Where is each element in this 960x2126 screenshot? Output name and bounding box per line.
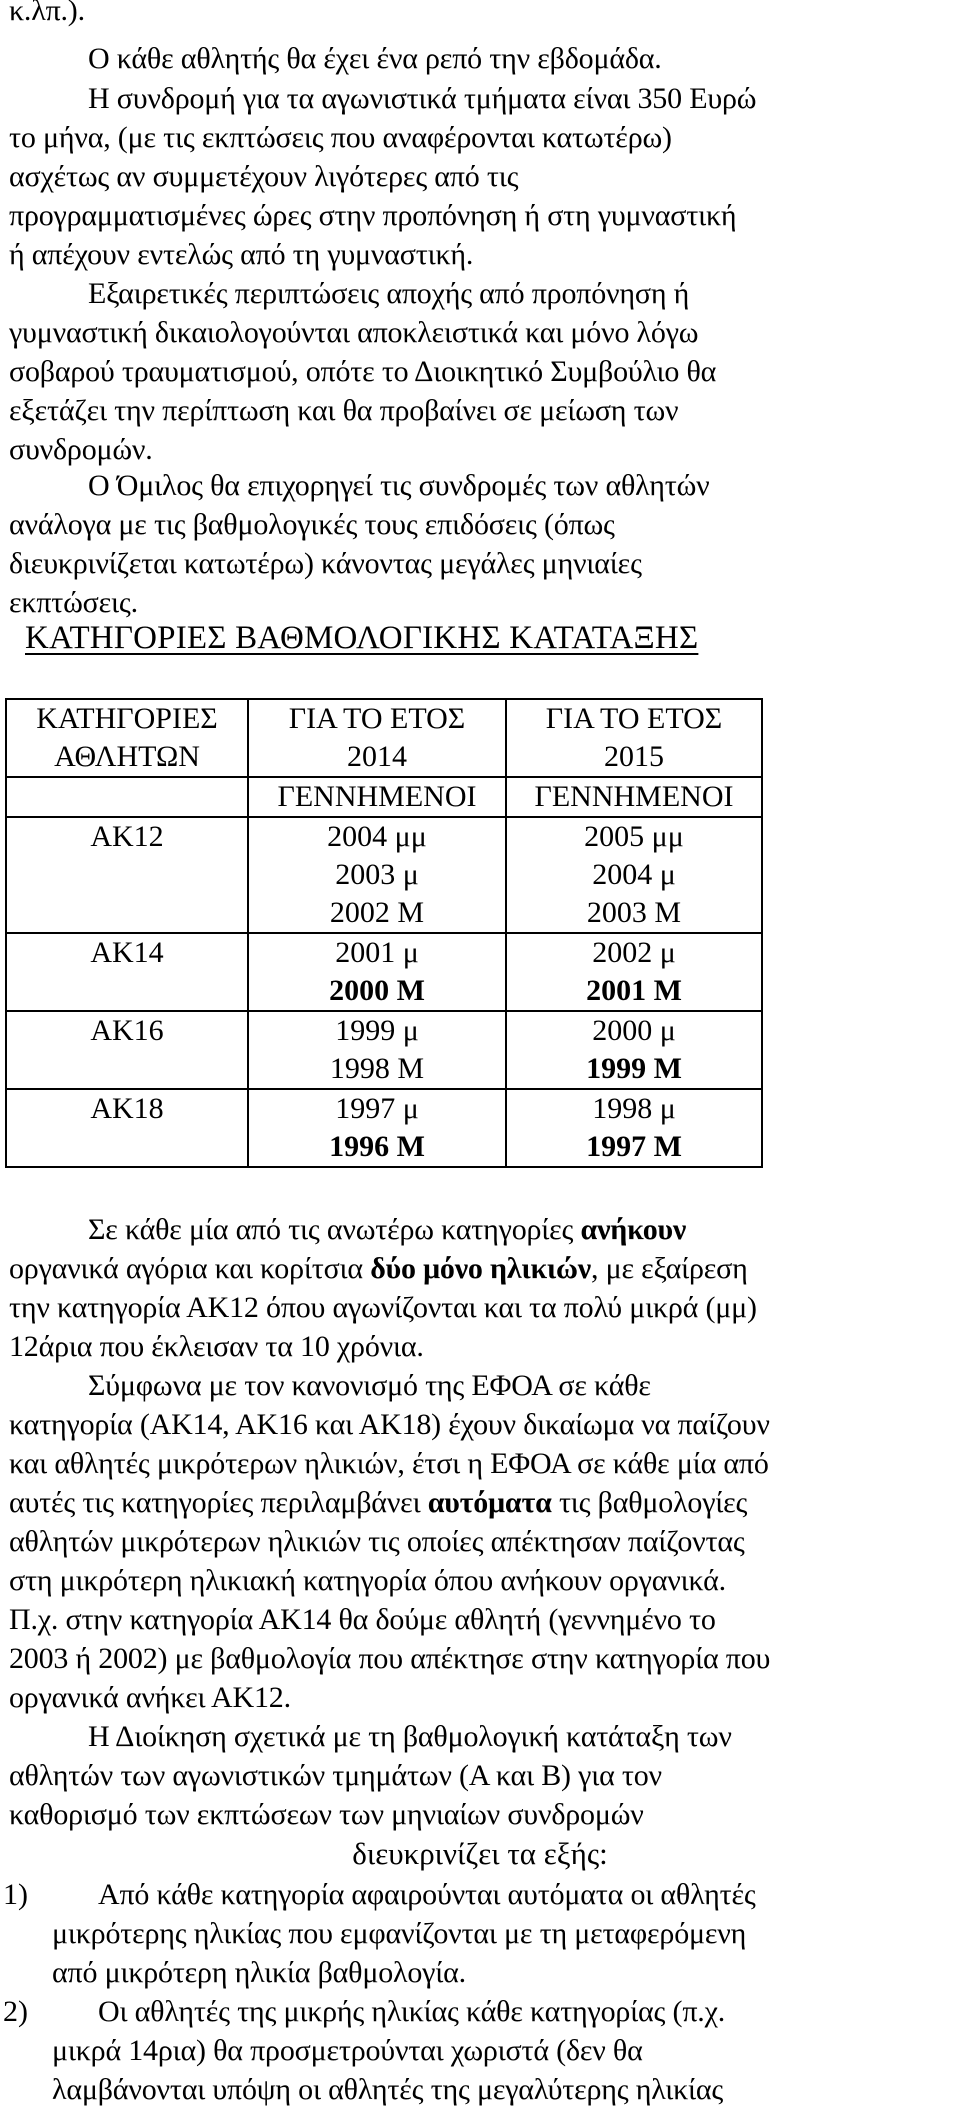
birth-year-entry: 1998 Μ [329,1052,425,1085]
paragraph-line: Σύμφωνα με τον κανονισμό της ΕΦΟΑ σε κάθε [88,1369,651,1402]
intro-line: εκπτώσεις. [9,586,138,619]
header-text: 2015 [604,740,664,773]
table-row [6,817,762,933]
header-categories-cell [6,699,248,777]
birth-year-entry: 2001 Μ [586,974,682,1007]
list-number: 1) [3,1878,28,1911]
category-label: ΑΚ18 [90,1092,164,1125]
birth-year-entry: 1997 Μ [586,1130,682,1163]
category-cell [6,817,248,933]
paragraph-line [88,1211,686,1249]
empty-cell [6,777,248,817]
intro-line: Η συνδρομή για τα αγωνιστικά τμήματα είναι 350 Ευρώ [88,82,757,115]
clarifications-subheading: διευκρινίζει τα εξής: [352,1836,608,1871]
birth-year-entry: 1996 Μ [329,1130,425,1163]
born-label: ΓΕΝΝΗΜΕΝΟΙ [277,780,477,813]
text-run: τις βαθμολογίες [551,1486,748,1519]
intro-line: Ο κάθε αθλητής θα έχει ένα ρεπό την εβδομάδα. [88,42,662,75]
born-label: ΓΕΝΝΗΜΕΝΟΙ [534,780,734,813]
birth-year-entry: 2000 μ [592,1014,676,1047]
paragraph-line: αθλητών μικρότερων ηλικιών τις οποίες απέκτησαν παίζοντας [9,1525,745,1558]
birth-years-2015-cell [506,933,762,1011]
birth-year-entry: 2002 μ [592,936,676,969]
paragraph-line [9,1484,747,1522]
intro-line: Εξαιρετικές περιπτώσεις αποχής από προπόνηση ή [88,277,690,310]
table-body [6,817,762,1167]
list-item-line: από μικρότερη ηλικία βαθμολογία. [52,1956,466,1989]
paragraph-line: καθορισμό των εκπτώσεων των μηνιαίων συνδρομών [9,1798,644,1831]
category-cell [6,1011,248,1089]
paragraph-line: Η Διοίκηση σχετικά με τη βαθμολογική κατάταξη των [88,1720,732,1753]
list-item-line: λαμβάνονται υπόψη οι αθλητές της μεγαλύτερης ηλικίας [52,2073,724,2106]
intro-line: κ.λπ.). [9,0,85,27]
header-text: ΓΙΑ ΤΟ ΕΤΟΣ [545,702,723,735]
header-2015-cell [506,699,762,777]
birth-years-2014-cell [248,1011,506,1089]
list-number: 2) [3,1995,28,2028]
intro-line: διευκρινίζεται κατωτέρω) κάνοντας μεγάλες μηνιαίες [9,547,642,580]
intro-line: προγραμματισμένες ώρες στην προπόνηση ή στη γυμναστική [9,199,737,232]
intro-line: σοβαρού τραυματισμού, οπότε το Διοικητικό Συμβούλιο θα [9,355,717,388]
paragraph-line: 2003 ή 2002) με βαθμολογία που απέκτησε στην κατηγορία που [9,1642,771,1675]
list-item-line: μικρά 14ρια) θα προσμετρούνται χωριστά (δεν θα [52,2034,643,2067]
header-2014-cell [248,699,506,777]
header-text: 2014 [347,740,407,773]
birth-years-2015-cell [506,1011,762,1089]
intro-line: γυμναστική δικαιολογούνται αποκλειστικά και μόνο λόγω [9,316,699,349]
born-label-cell [248,777,506,817]
table-born-row [6,777,762,817]
header-text: ΓΙΑ ΤΟ ΕΤΟΣ [288,702,466,735]
paragraph-line [9,1250,748,1288]
birth-year-entry: 1999 Μ [586,1052,682,1085]
intro-line: εξετάζει την περίπτωση και θα προβαίνει σε μείωση των [9,394,679,427]
paragraph-line: την κατηγορία ΑΚ12 όπου αγωνίζονται και τα πολύ μικρά (μμ) [9,1291,757,1324]
header-text: ΚΑΤΗΓΟΡΙΕΣ [36,702,218,735]
table-header-row [6,699,762,777]
paragraph-line: οργανικά ανήκει ΑΚ12. [9,1681,291,1714]
birth-year-entry: 1998 μ [592,1092,676,1125]
category-label: ΑΚ12 [90,820,164,853]
paragraph-line: Π.χ. στην κατηγορία ΑΚ14 θα δούμε αθλητή (γεννημένο το [9,1603,716,1636]
birth-year-entry: 2005 μμ [584,820,684,853]
category-cell [6,933,248,1011]
header-text: ΑΘΛΗΤΩΝ [54,740,200,773]
list-item-line: Από κάθε κατηγορία αφαιρούνται αυτόματα οι αθλητές [98,1878,756,1911]
category-cell [6,1089,248,1167]
text-run: αυτές τις κατηγορίες περιλαμβάνει [9,1486,428,1519]
category-label: ΑΚ16 [90,1014,164,1047]
birth-year-entry: 1997 μ [335,1092,419,1125]
intro-line: ανάλογα με τις βαθμολογικές τους επιδόσεις (όπως [9,508,615,541]
birth-year-entry: 2002 Μ [329,896,425,929]
birth-year-entry: 2004 μμ [327,820,427,853]
paragraph-line: κατηγορία (ΑΚ14, ΑΚ16 και ΑΚ18) έχουν δικαίωμα να παίζουν [9,1408,770,1441]
paragraph-line: 12άρια που έκλεισαν τα 10 χρόνια. [9,1330,424,1363]
birth-years-2014-cell [248,817,506,933]
table-row [6,1089,762,1167]
birth-years-2015-cell [506,1089,762,1167]
paragraph-line: και αθλητές μικρότερων ηλικιών, έτσι η ΕΦΟΑ σε κάθε μία από [9,1447,769,1480]
emphasis-text: αυτόματα [427,1486,552,1519]
birth-years-2014-cell [248,1089,506,1167]
intro-line: ή απέχουν εντελώς από τη γυμναστική. [9,238,474,271]
birth-year-entry: 2001 μ [335,936,419,969]
birth-year-entry: 1999 μ [335,1014,419,1047]
birth-year-entry: 2000 Μ [329,974,425,1007]
born-label-cell [506,777,762,817]
list-item-line: μικρότερης ηλικίας που εμφανίζονται με τη μεταφερόμενη [52,1917,747,1950]
intro-line: συνδρομών. [9,433,153,466]
paragraph-line: αθλητών των αγωνιστικών τμημάτων (Α και Β) για τον [9,1759,662,1792]
birth-years-2014-cell [248,933,506,1011]
list-item-line: Οι αθλητές της μικρής ηλικίας κάθε κατηγορίας (π.χ. [98,1995,725,2028]
birth-year-entry: 2003 Μ [586,896,682,929]
birth-year-entry: 2004 μ [592,858,676,891]
text-run: οργανικά αγόρια και κορίτσια [9,1252,371,1285]
intro-line: Ο Όμιλος θα επιχορηγεί τις συνδρομές των αθλητών [88,469,710,502]
birth-years-2015-cell [506,817,762,933]
table-row [6,933,762,1011]
intro-line: το μήνα, (με τις εκπτώσεις που αναφέρονται κατωτέρω) [9,121,672,154]
emphasis-text: δύο μόνο ηλικιών [370,1252,591,1285]
birth-year-entry: 2003 μ [335,858,419,891]
paragraph-line: στη μικρότερη ηλικιακή κατηγορία όπου ανήκουν οργανικά. [9,1564,726,1597]
emphasis-text: ανήκουν [580,1213,687,1246]
intro-line: ασχέτως αν συμμετέχουν λιγότερες από τις [9,160,519,193]
ranking-categories-table [5,698,763,1168]
ranking-categories-heading: ΚΑΤΗΓΟΡΙΕΣ ΒΑΘΜΟΛΟΓΙΚΗΣ ΚΑΤΑΤΑΞΗΣ [25,620,699,656]
category-label: ΑΚ14 [90,936,164,969]
text-run: Σε κάθε μία από τις ανωτέρω κατηγορίες [88,1213,581,1246]
table-row [6,1011,762,1089]
text-run: , με εξαίρεση [590,1252,748,1285]
